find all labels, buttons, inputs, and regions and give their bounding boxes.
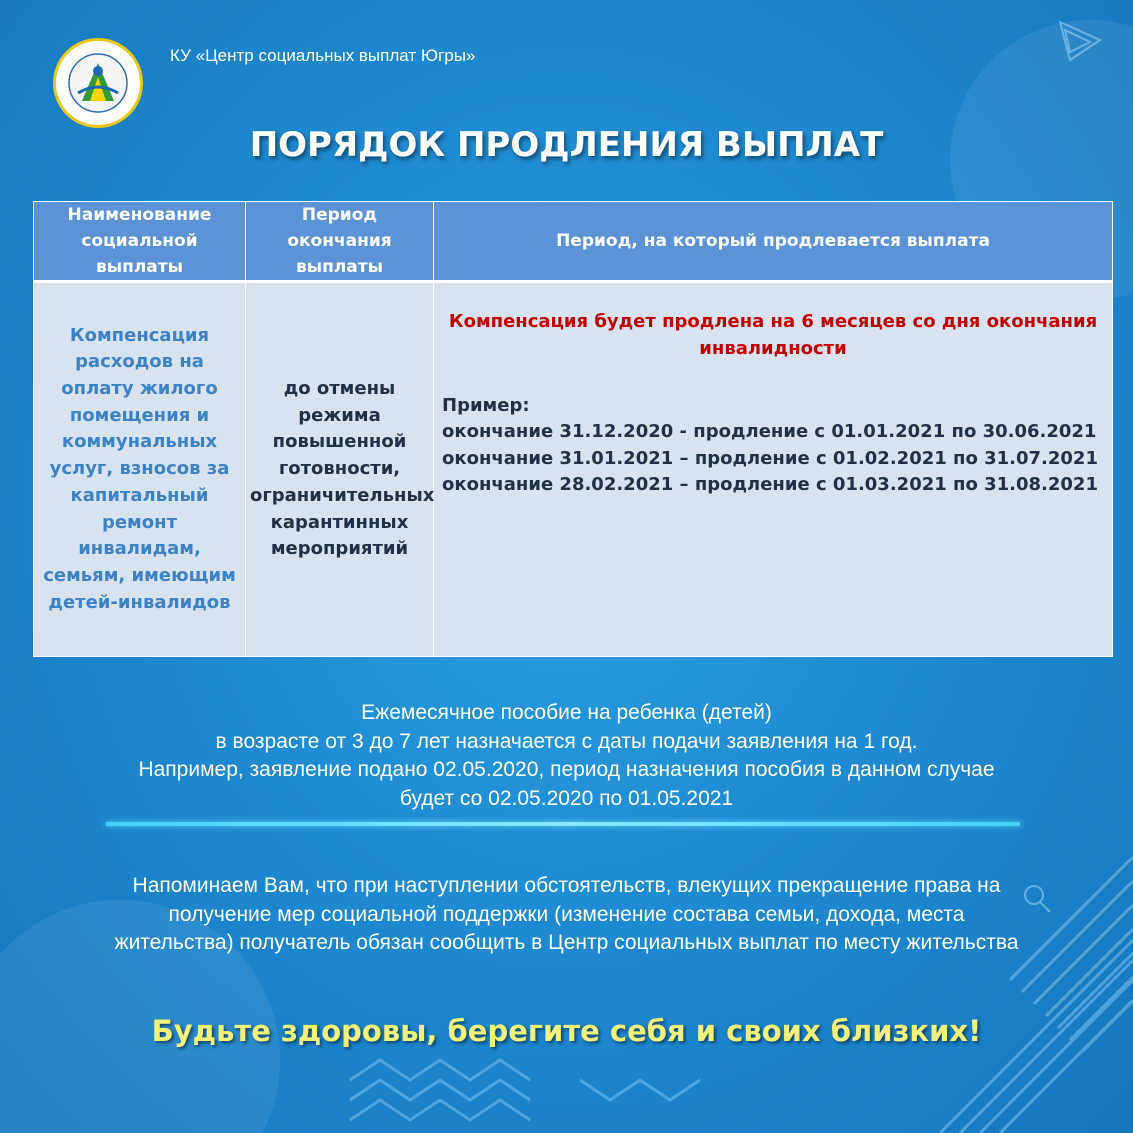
example-label: Пример: — [442, 395, 530, 416]
divider — [106, 822, 1020, 826]
header-end-period: Период окончания выплаты — [246, 202, 434, 282]
table-row — [34, 282, 1113, 657]
payment-name-cell: Компенсация расходов на оплату жилого помещения и коммунальных услуг, взносов за капитальный ремонт инвалидам, семьям, имеющим детей-инвалидов — [34, 282, 246, 657]
emblem-graphic — [56, 41, 140, 125]
text-line: будет со 02.05.2020 по 01.05.2021 — [399, 786, 734, 810]
text-line: Например, заявление подано 02.05.2020, период назначения пособия в данном случае — [138, 758, 995, 781]
end-period-cell: до отмены режима повышенной готовности, ограничительных карантинных мероприятий — [246, 282, 434, 657]
example-line: окончание 28.02.2021 – продление с 01.03.2021 по 31.08.2021 — [442, 474, 1098, 496]
extension-note: Компенсация будет продлена на 6 месяцев со дня окончания инвалидности — [448, 311, 1098, 359]
header-payment-name: Наименование социальной выплаты — [34, 202, 246, 282]
page-title: ПОРЯДОК ПРОДЛЕНИЯ ВЫПЛАТ — [249, 125, 884, 165]
organization-name: КУ «Центр социальных выплат Югры» — [170, 46, 476, 65]
payments-table — [33, 201, 1113, 657]
text-line: в возрасте от 3 до 7 лет назначается с даты подачи заявления на 1 год. — [215, 729, 918, 753]
text-line: Напоминаем Вам, что при наступлении обстоятельств, влекущих прекращение права на — [132, 874, 1001, 897]
table-header-row — [34, 202, 1113, 282]
reminder-text — [0, 872, 1133, 958]
extension-cell — [434, 282, 1113, 657]
emblem-icon — [53, 38, 143, 128]
text-line: жительства) получатель обязан сообщить в Центр социальных выплат по месту жительства — [114, 931, 1019, 954]
header-extension-period: Период, на который продлевается выплата — [434, 202, 1113, 282]
child-allowance-text — [0, 699, 1133, 813]
example-line: окончание 31.01.2021 – продление с 01.02.2021 по 31.07.2021 — [442, 447, 1098, 469]
closing-wish: Будьте здоровы, берегите себя и своих близких! — [151, 1014, 982, 1048]
text-line: Ежемесячное пособие на ребенка (детей) — [361, 701, 772, 724]
text-line: получение мер социальной поддержки (изменение состава семьи, дохода, места — [168, 902, 965, 926]
example-line: окончание 31.12.2020 - продление с 01.01.2021 по 30.06.2021 — [442, 421, 1097, 442]
